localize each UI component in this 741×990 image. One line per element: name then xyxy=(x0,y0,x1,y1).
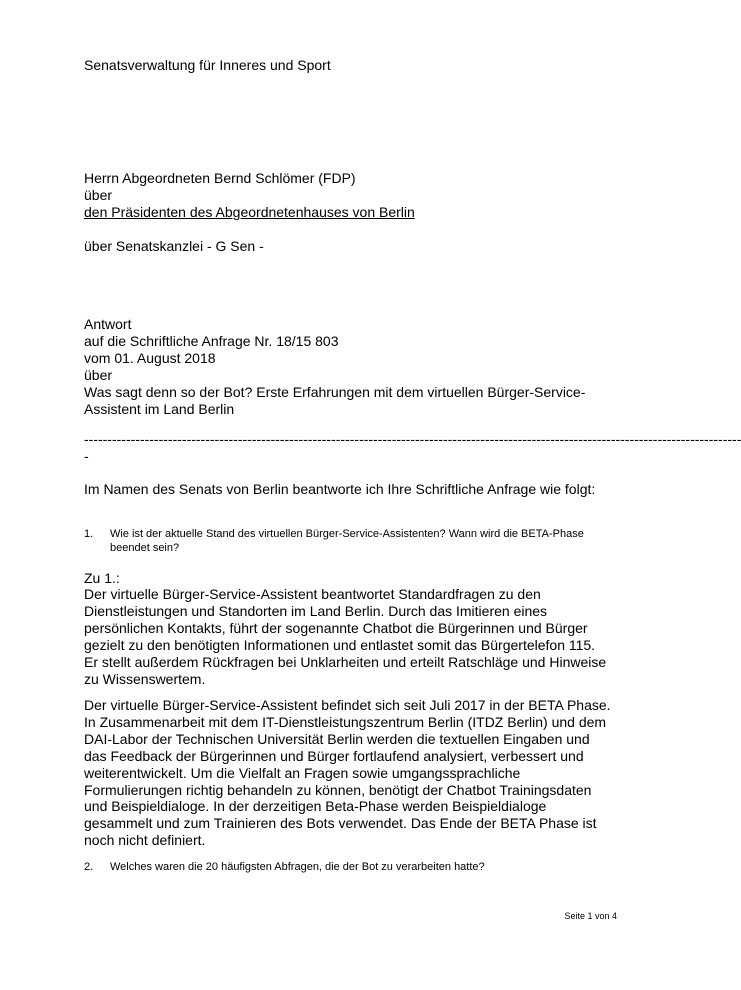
subject-inquiry-number: auf die Schriftliche Anfrage Nr. 18/15 803 xyxy=(84,333,339,349)
question-number: 1. xyxy=(84,528,94,540)
question-text: Wie ist der aktuelle Stand des virtuellen Bürger-Service-Assistenten? Wann wird die BETA-Phase beendet sein? xyxy=(110,528,584,554)
question-text: Welches waren die 20 häufigsten Abfragen, die der Bot zu verarbeiten hatte? xyxy=(110,861,485,873)
separator-line: --------------------------------------------------------------------------------------------------------------------------------------------- xyxy=(84,431,741,447)
answer-paragraph-2: Der virtuelle Bürger-Service-Assistent befindet sich seit Juli 2017 in der BETA Phase. In Zusammenarbeit mit dem IT-Dienstleistungszentrum Berlin (ITDZ Berlin) und dem DAI-Labor der Technischen Universität Berlin werden die textuellen Eingaben und das Feedback der Bürgerinnen und Bürger fortlaufend analysiert, verbessert und weiterentwickelt. Um die Vielfalt an Fragen sowie umgangssprachliche Formulierungen richtig behandeln zu können, benötigt der Chatbot Trainingsdaten und Beispieldialoge. In der derzeitigen Beta-Phase werden Beispieldialoge gesammelt und zum Trainieren des Bots verwendet. Das Ende der BETA Phase ist noch nicht definiert. xyxy=(84,697,611,849)
address-president: den Präsidenten des Abgeordnetenhauses von Berlin xyxy=(84,204,415,220)
recipient-name: Herrn Abgeordneten Bernd Schlömer (FDP) xyxy=(84,170,356,186)
subject-answer: Antwort xyxy=(84,316,132,332)
page-number: Seite 1 von 4 xyxy=(564,911,617,921)
address-via: über xyxy=(84,187,113,203)
subject-date: vom 01. August 2018 xyxy=(84,350,216,366)
subject-via: über xyxy=(84,367,113,383)
answer-heading: Zu 1.: xyxy=(84,570,120,586)
intro-sentence: Im Namen des Senats von Berlin beantworte ich Ihre Schriftliche Anfrage wie folgt: xyxy=(84,481,596,497)
address-chancellery: über Senatskanzlei - G Sen - xyxy=(84,238,264,254)
issuing-authority: Senatsverwaltung für Inneres und Sport xyxy=(84,57,331,73)
answer-paragraph-1: Der virtuelle Bürger-Service-Assistent beantwortet Standardfragen zu den Dienstleistungen und Standorten im Land Berlin. Durch das Imitieren eines persönlichen Kontakts, führt der sogenannte Chatbot die Bürgerinnen und Bürger gezielt zu den benötigten Informationen und entlastet somit das Bürgertelefon 115. Er stellt außerdem Rückfragen bei Unklarheiten und erteilt Ratschläge und Hinweise zu Wissenswertem. xyxy=(84,586,607,687)
separator-tail: - xyxy=(84,448,89,464)
subject-title-line2: Assistent im Land Berlin xyxy=(84,401,235,417)
subject-title-line1: Was sagt denn so der Bot? Erste Erfahrungen mit dem virtuellen Bürger-Service- xyxy=(84,384,586,400)
question-number: 2. xyxy=(84,861,94,873)
